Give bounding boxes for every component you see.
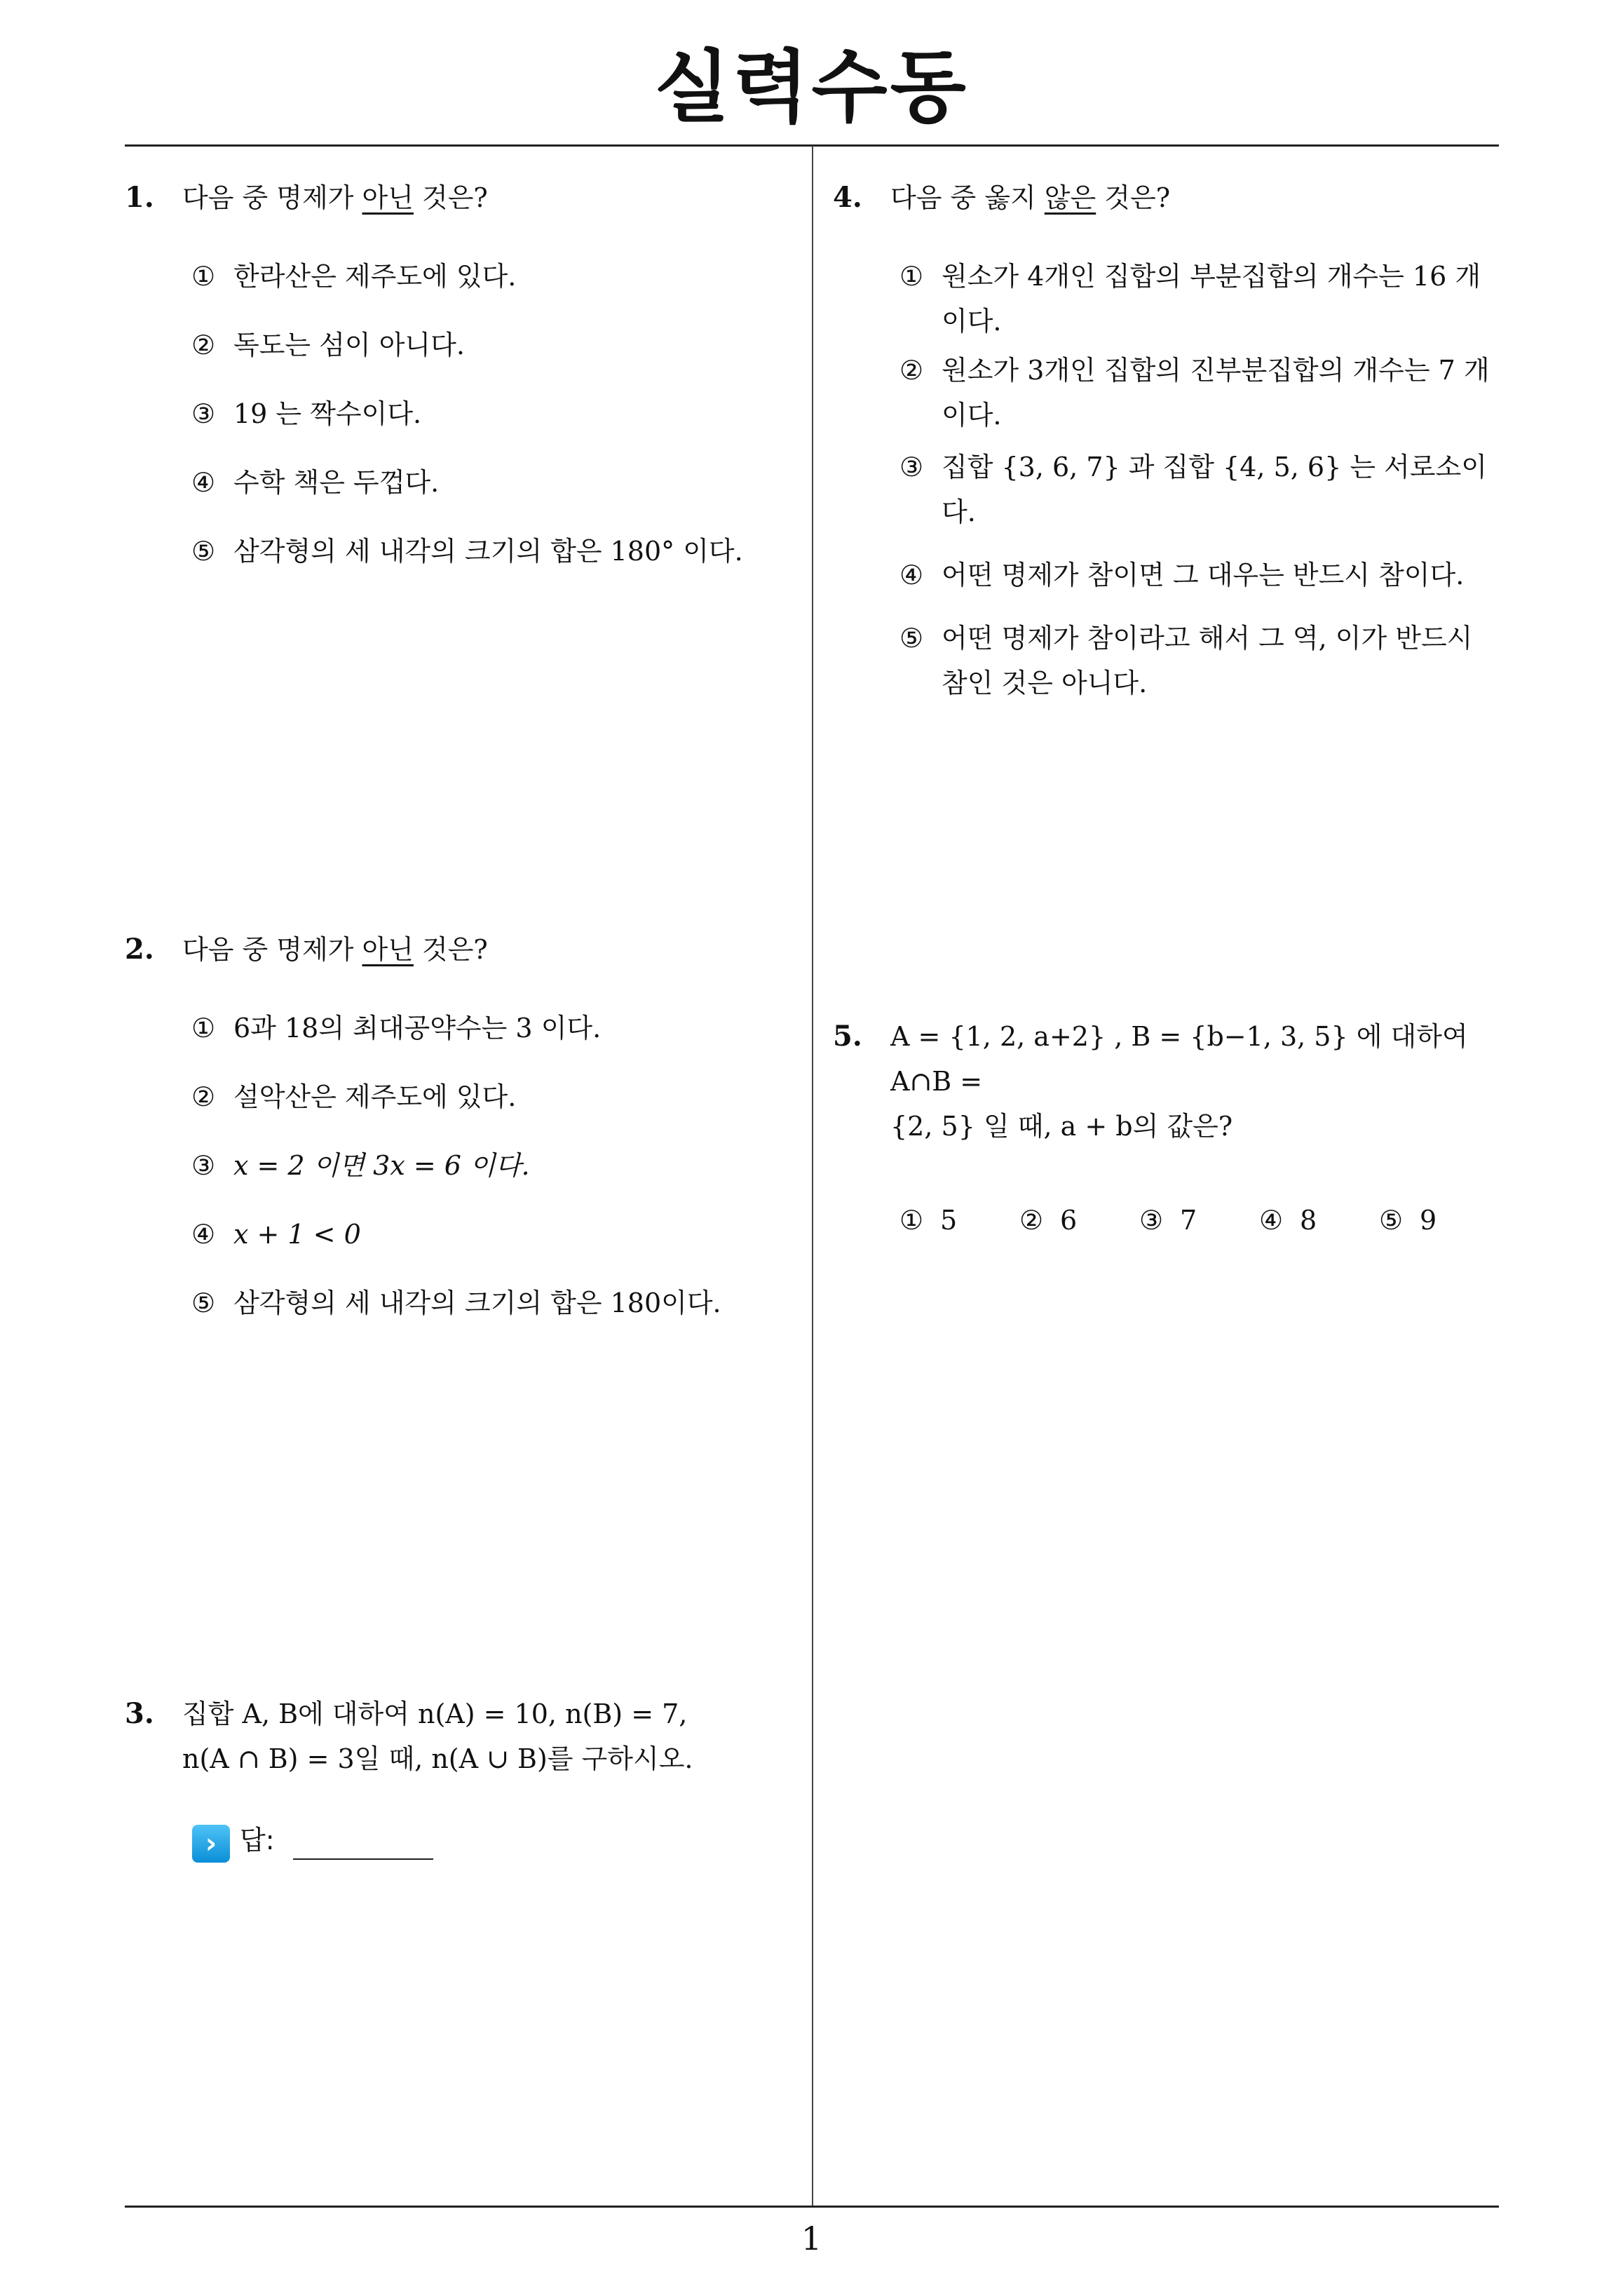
column-divider	[812, 146, 813, 2206]
bottom-rule	[125, 2206, 1499, 2208]
question-1	[125, 175, 784, 597]
option-4[interactable]: ④ x + 1 < 0	[191, 1219, 361, 1250]
question-3	[125, 1691, 784, 1863]
answer-row	[192, 1818, 784, 1863]
question-4	[833, 175, 1499, 710]
question-number: 3.	[125, 1697, 154, 1730]
question-number: 1.	[125, 181, 154, 214]
option-3[interactable]: ③ 19 는 짝수이다.	[191, 398, 422, 429]
option-1[interactable]: ① 원소가 4개인 집합의 부분집합의 개수는 16 개이다.	[899, 261, 1481, 337]
option-list	[191, 254, 784, 574]
option-3[interactable]: ③ 7	[1139, 1205, 1197, 1236]
option-4[interactable]: ④ 어떤 명제가 참이면 그 대우는 반드시 참이다.	[899, 560, 1465, 590]
option-list	[899, 254, 1499, 705]
option-5[interactable]: ⑤ 삼각형의 세 내각의 크기의 합은 180이다.	[191, 1288, 721, 1318]
question-prompt: 집합 A, B에 대하여 n(A) = 10, n(B) = 7, n(A ∩ B) = 3일 때, n(A ∪ B)를 구하시오.	[182, 1699, 693, 1774]
option-list	[899, 1198, 1499, 1243]
option-2[interactable]: ② 원소가 3개인 집합의 진부분집합의 개수는 7 개이다.	[899, 355, 1490, 431]
question-number: 5.	[833, 1020, 862, 1053]
question-5	[833, 1014, 1499, 1243]
option-5[interactable]: ⑤ 삼각형의 세 내각의 크기의 합은 180° 이다.	[191, 536, 743, 567]
question-2	[125, 927, 784, 1349]
question-number: 2.	[125, 933, 154, 966]
option-list	[191, 1006, 784, 1325]
answer-label: 답:	[240, 1825, 275, 1856]
option-4[interactable]: ④ 수학 책은 두껍다.	[191, 467, 440, 498]
option-3[interactable]: ③ x = 2 이면 3x = 6 이다.	[191, 1150, 530, 1181]
emphasis-underline: 않은	[1044, 182, 1096, 213]
question-prompt: A = {1, 2, a+2} , B = {b−1, 3, 5} 에 대하여 A∩B = {2, 5} 일 때, a + b의 값은?	[890, 1021, 1468, 1142]
option-1[interactable]: ① 6과 18의 최대공약수는 3 이다.	[191, 1013, 602, 1044]
page-title: 실력수동	[654, 42, 969, 133]
question-number: 4.	[833, 181, 862, 214]
option-1[interactable]: ① 한라산은 제주도에 있다.	[191, 261, 517, 292]
question-prompt: 다음 중 명제가 아닌 것은?	[182, 934, 488, 965]
option-3[interactable]: ③ 집합 {3, 6, 7} 과 집합 {4, 5, 6} 는 서로소이다.	[899, 452, 1487, 527]
answer-blank[interactable]	[293, 1830, 433, 1860]
option-2[interactable]: ② 설악산은 제주도에 있다.	[191, 1081, 517, 1112]
emphasis-underline: 아닌	[362, 934, 414, 965]
page-number: 1	[801, 2220, 822, 2257]
question-prompt: 다음 중 명제가 아닌 것은?	[182, 182, 488, 213]
option-4[interactable]: ④ 8	[1259, 1205, 1317, 1236]
option-1[interactable]: ① 5	[899, 1205, 958, 1236]
option-2[interactable]: ② 독도는 섬이 아니다.	[191, 330, 465, 360]
option-2[interactable]: ② 6	[1019, 1205, 1078, 1236]
option-5[interactable]: ⑤ 어떤 명제가 참이라고 해서 그 역, 이가 반드시 참인 것은 아니다.	[899, 623, 1473, 698]
chevron-right-icon: ›	[192, 1825, 230, 1863]
question-prompt: 다음 중 옳지 않은 것은?	[890, 182, 1171, 213]
option-5[interactable]: ⑤ 9	[1379, 1205, 1437, 1236]
emphasis-underline: 아닌	[362, 182, 414, 213]
